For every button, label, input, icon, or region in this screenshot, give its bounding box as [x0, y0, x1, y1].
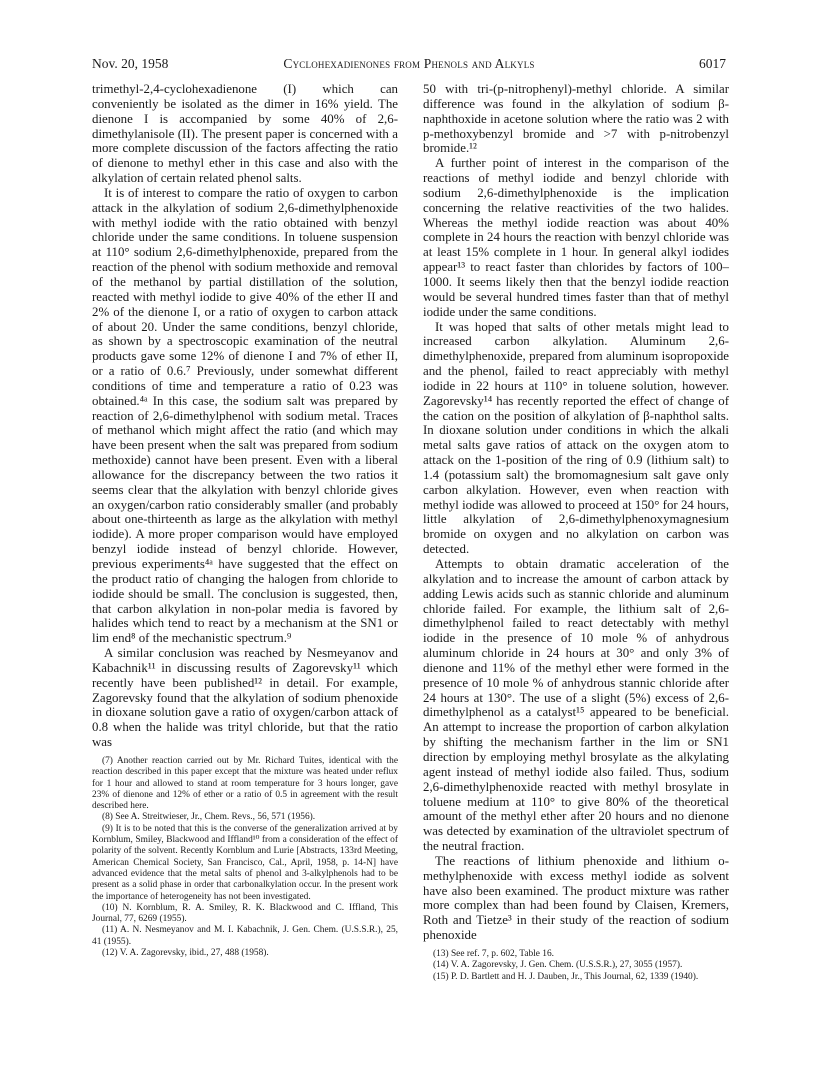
footnote: (13) See ref. 7, p. 602, Table 16.	[433, 948, 555, 959]
body-paragraph: A similar conclusion was reached by Nesmeyanov and Kabachnik¹¹ in discussing results of Zagorevsky¹¹ which recently have been published¹² in detail. For example, Zagorevsky found that the alkylation of sodium phenoxide in dioxane solution gave a ratio of oxygen/carbon attack of 0.8 when the halide was trityl chloride, but that the ratio was	[92, 646, 398, 750]
body-paragraph: Attempts to obtain dramatic acceleration of the alkylation and to increase the amount of carbon attack by adding Lewis acids such as stannic chloride and aluminum chloride failed. For example, the lithium salt of 2,6-dimethylphenol failed to react detectably with methyl iodide in the presence of 10 mole % of anhydrous aluminum chloride in 24 hours at 30° and only 3% of dienone and 11% of the methyl ether were formed in the presence of 10 mole % of anhydrous stannic chloride after 24 hours at 130°. The use of a slight (5%) excess of 2,6-dimethylphenol as a catalyst¹⁵ appeared to be beneficial. An attempt to increase the proportion of carbon alkylation by shifting the mechanism farther in the lim or SN1 direction by employing methyl brosylate as the alkylating agent instead of methyl iodide also failed. Thus, sodium 2,6-dimethylphenoxide reacted with methyl brosylate in toluene medium at 110° to give 80% of the theoretical amount of the methyl ether after 20 hours and no dienone was detected by examination of the ultraviolet spectrum of the neutral fraction.	[423, 557, 729, 854]
body-paragraph: It is of interest to compare the ratio of oxygen to carbon attack in the alkylation of sodium 2,6-dimethylphenoxide with methyl iodide with the ratio obtained with benzyl chloride under the same conditions. In toluene suspension at 110° sodium 2,6-dimethylphenoxide, prepared from the reaction of the phenol with sodium methoxide and removal of the methanol by partial distillation of the solution, reacted with methyl iodide to give 40% of the ether II and 2% of the dienone I, or a ratio of oxygen to carbon attack of about 20. Under the same conditions, benzyl chloride, as shown by a spectroscopic examination of the neutral products gave some 12% of dienone I and 7% of ether II, or a ratio of 0.6.⁷ Previously, under somewhat different conditions of time and temperature a ratio of 0.23 was obtained.⁴ᵃ In this case, the sodium salt was prepared by reaction of 2,6-dimethylphenol with sodium metal. Traces of methanol which might affect the ratio (and which may have been present when the salt was prepared from sodium methoxide) cannot have been present. Even with a liberal allowance for the discrepancy between the two ratios it seems clear that the alkylation with benzyl chloride gives an oxygen/carbon ratio considerably smaller (and probably about one-thirteenth as large as the alkylation with methyl iodide). A more proper comparison would have employed benzyl iodide instead of benzyl chloride. However, previous experiments⁴ᵃ have suggested that the effect on the product ratio of changing the halogen from chloride to iodide should be small. The conclusion is suggested, then, that carbon alkylation in non-polar media is favored by halides which tend to react by a mechanism at the SN1 or lim end⁸ of the mechanistic spectrum.⁹	[92, 185, 398, 646]
right-column	[423, 82, 729, 983]
footnotes-left	[92, 756, 398, 959]
footnote: (15) P. D. Bartlett and H. J. Dauben, Jr., This Journal, 62, 1339 (1940).	[433, 971, 699, 982]
footnote: (11) A. N. Nesmeyanov and M. I. Kabachnik, J. Gen. Chem. (U.S.S.R.), 25, 41 (1955).	[92, 925, 398, 947]
body-paragraph: A further point of interest in the comparison of the reactions of methyl iodide and benzyl chloride with sodium 2,6-dimethylphenoxide is the implication concerning the relative reactivities of the two halides. Whereas the methyl iodide reaction was about 40% complete in 24 hours the reaction with benzyl chloride was at least 15% complete in 1 hour. In general alkyl iodides appear¹³ to react faster than chlorides by factors of 100–1000. It seems likely then that the benzyl iodide reaction would be several hundred times faster than that of methyl iodide under the same conditions.	[423, 156, 729, 319]
footnote: (9) It is to be noted that this is the converse of the generalization arrived at by Kornblum, Smiley, Blackwood and Iffland¹⁰ from a consideration of the effect of polarity of the solvent. Recently Kornblum and Lurie [Abstracts, 133rd Meeting, American Chemical Society, San Francisco, Cal., April, 1958, p. 14-N] have advanced evidence that the metal salts of phenol and 3-alkylphenols had to be present as a solid phase in order that carbonalkylation occur. In the present work the importance of heterogeneity has not been investigated.	[92, 823, 398, 902]
header-title: Cyclohexadienones from Phenols and Alkyls	[283, 56, 535, 71]
footnote: (7) Another reaction carried out by Mr. Richard Tuites, identical with the reaction described in this paper except that the mixture was heated under reflux for 1 hour and allowed to stand at room temperature for 3 hours longer, gave 23% of dienone and 12% of ether or a ratio of 0.5 in agreement with the result described here.	[92, 755, 398, 812]
body-paragraph: It was hoped that salts of other metals might lead to increased carbon alkylation. Aluminum 2,6-dimethylphenoxide, prepared from aluminum isopropoxide and the phenol, failed to react appreciably with methyl iodide in 22 hours at 110° in toluene solution, however. Zagorevsky¹⁴ has recently reported the effect of change of the cation on the position of alkylation of β-naphthol salts. In dioxane solution under conditions in which the alkali metal salts gave ratios of attack on the oxygen atom to attack on the 1-position of the ring of 0.9 (lithium salt) to 1.4 (potassium salt) the bromomagnesium salt gave only carbon alkylation. However, even when reaction with methyl iodide was allowed to proceed at 150° for 24 hours, little alkylation of 2,6-dimethylphenoxymagnesium bromide on oxygen and no alkylation on carbon was detected.	[423, 319, 729, 557]
body-paragraph: The reactions of lithium phenoxide and lithium o-methylphenoxide with excess methyl iodide as solvent have also been examined. The product mixture was rather more complex than had been found by Claisen, Kremers, Roth and Tietze³ in their study of the reaction of sodium phenoxide	[423, 853, 729, 943]
footnotes-right	[423, 949, 729, 983]
body-paragraph: 50 with tri-(p-nitrophenyl)-methyl chloride. A similar difference was found in the alkylation of sodium β-naphthoxide in acetone solution where the ratio was 2 with p-methoxybenzyl bromide and >7 with p-nitrobenzyl bromide.¹²	[423, 82, 729, 156]
page-number: 6017	[699, 56, 726, 71]
footnote: (10) N. Kornblum, R. A. Smiley, R. K. Blackwood and C. Iffland, This Journal, 77, 6269 (1955).	[92, 902, 398, 925]
body-paragraph: trimethyl-2,4-cyclohexadienone (I) which can conveniently be isolated as the dimer in 16% yield. The dienone I is accompanied by some 40% of 2,6-dimethylanisole (II). The present paper is concerned with a more complete discussion of the factors affecting the ratio of dienone to methyl ether in this case and also with the alkylation of certain related phenol salts.	[92, 82, 398, 186]
running-header	[92, 56, 726, 76]
header-date: Nov. 20, 1958	[92, 56, 169, 71]
left-column	[92, 82, 398, 959]
footnote: (8) See A. Streitwieser, Jr., Chem. Revs., 56, 571 (1956).	[102, 812, 316, 823]
footnote: (14) V. A. Zagorevsky, J. Gen. Chem. (U.S.S.R.), 27, 3055 (1957).	[433, 960, 683, 971]
footnote: (12) V. A. Zagorevsky, ibid., 27, 488 (1958).	[102, 948, 269, 959]
